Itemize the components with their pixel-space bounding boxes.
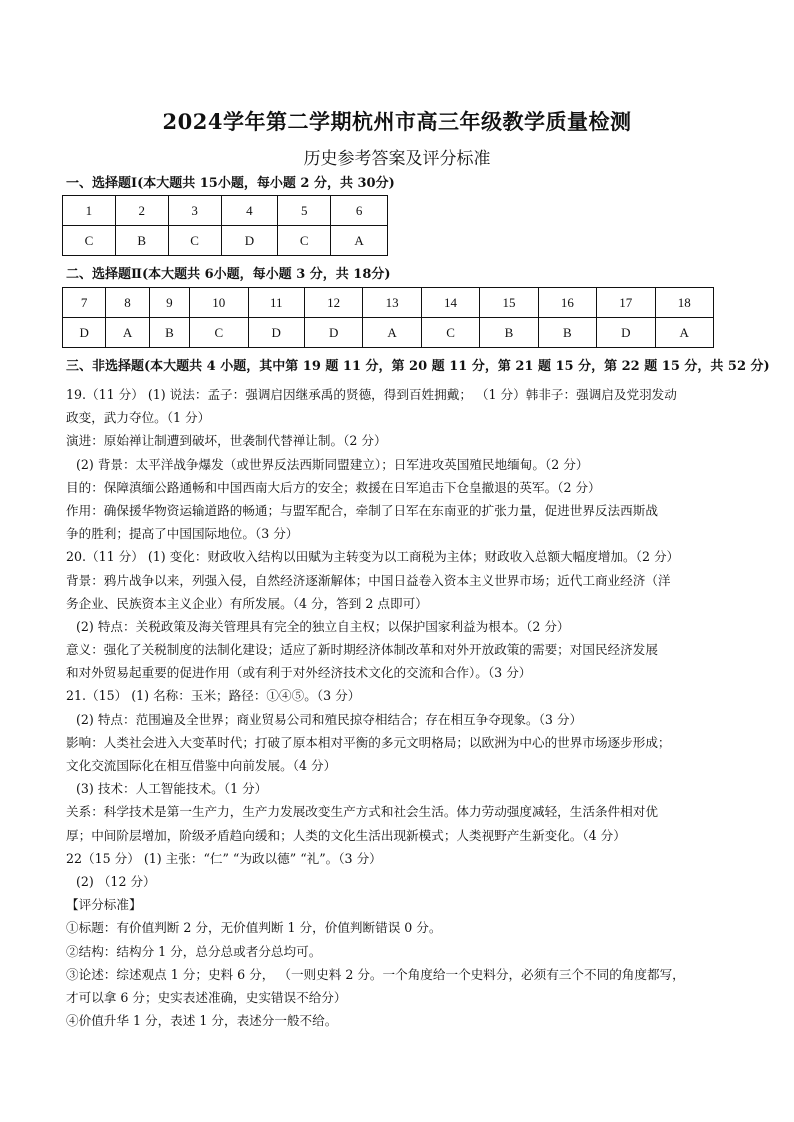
answer-cell: D xyxy=(221,226,278,256)
q20-line: (2) 特点：关税政策及海关管理具有完全的独立自主权；以保护国家利益为根本。（2 分） xyxy=(76,618,570,634)
question-number: 5 xyxy=(278,196,331,226)
question-number: 9 xyxy=(149,288,189,318)
scoring-criterion: 才可以拿 6 分；史实表述准确，史实错误不给分） xyxy=(66,989,347,1005)
answer-cell: B xyxy=(115,226,168,256)
scoring-criterion: ①标题：有价值判断 2 分，无价值判断 1 分，价值判断错误 0 分。 xyxy=(66,920,442,936)
q19-line: 政变，武力夺位。（1 分） xyxy=(66,410,211,426)
answer-cell: C xyxy=(63,226,116,256)
question-number: 17 xyxy=(597,288,655,318)
q21-line: (3) 技术：人工智能技术。（1 分） xyxy=(76,781,268,797)
question-number: 6 xyxy=(331,196,388,226)
q21-line: 关系：科学技术是第一生产力，生产力发展改变生产方式和社会生活。体力劳动强度减轻，生活条件相对优 xyxy=(66,804,658,820)
scoring-criterion: ②结构：结构分 1 分，总分总或者分总均可。 xyxy=(66,943,322,959)
answer-cell: A xyxy=(331,226,388,256)
table-row-answers xyxy=(63,226,388,256)
q21-line: 厚；中间阶层增加，阶级矛盾趋向缓和；人类的文化生活出现新模式；人类视野产生新变化。（4 分） xyxy=(66,827,626,843)
question-number: 11 xyxy=(248,288,304,318)
question-number: 13 xyxy=(363,288,421,318)
page-subtitle: 历史参考答案及评分标准 xyxy=(303,149,491,169)
answer-cell: C xyxy=(421,318,479,348)
q19-line: 作用：确保援华物资运输道路的畅通；与盟军配合，牵制了日军在东南亚的扩张力量，促进世界反法西斯战 xyxy=(66,502,658,518)
answer-cell: B xyxy=(538,318,596,348)
q20-line: 和对外贸易起重要的促进作用（或有利于对外经济技术文化的交流和合作）。（3 分） xyxy=(66,665,532,681)
answer-cell: B xyxy=(149,318,189,348)
q19-line: 目的：保障滇缅公路通畅和中国西南大后方的安全；救援在日军追击下仓皇撤退的英军。（2 分） xyxy=(66,479,601,495)
q20-line: 背景：鸦片战争以来，列强入侵，自然经济逐渐解体；中国日益卷入资本主义世界市场；近代工商业经济（洋 xyxy=(66,572,671,588)
section-1-heading: 一、选择题Ⅰ(本大题共 15小题，每小题 2 分，共 30分) xyxy=(66,176,395,191)
q20-line: 意义：强化了关税制度的法制化建设；适应了新时期经济体制改革和对外开放政策的需要；对国民经济发展 xyxy=(66,642,658,658)
scoring-criterion: ④价值升华 1 分，表述 1 分，表述分一般不给。 xyxy=(66,1013,338,1029)
q21-line: 21.（15） (1) 名称：玉米；路径：①④⑤。（3 分） xyxy=(66,688,361,704)
answer-cell: A xyxy=(106,318,149,348)
q21-line: 影响：人类社会进入大变革时代；打破了原本相对平衡的多元文明格局；以欧洲为中心的世界市场逐步形成； xyxy=(66,734,671,750)
q19-line: (2) 背景：太平洋战争爆发（或世界反法西斯同盟建立）；日军进攻英国殖民地缅甸。（2 分） xyxy=(76,456,589,472)
q20-line: 20.（11 分） (1) 变化：财政收入结构以田赋为主转变为以工商税为主体；财政收入总额大幅度增加。（2 分） xyxy=(66,549,680,565)
scoring-criteria-heading: 【评分标准】 xyxy=(66,897,142,913)
answer-cell: B xyxy=(480,318,538,348)
q21-line: (2) 特点：范围遍及全世界；商业贸易公司和殖民掠夺相结合；存在相互争夺现象。（3 分） xyxy=(76,711,583,727)
table-row-numbers xyxy=(63,196,388,226)
question-number: 12 xyxy=(304,288,362,318)
question-number: 7 xyxy=(63,288,106,318)
question-number: 15 xyxy=(480,288,538,318)
question-number: 16 xyxy=(538,288,596,318)
question-number: 10 xyxy=(190,288,248,318)
answer-body xyxy=(66,383,726,1032)
answer-cell: C xyxy=(168,226,221,256)
section-3-heading: 三、非选择题(本大题共 4 小题，其中第 19 题 11 分，第 20 题 11 分，第 21 题 15 分，第 22 题 15 分，共 52 分) xyxy=(66,359,770,374)
question-number: 4 xyxy=(221,196,278,226)
question-number: 14 xyxy=(421,288,479,318)
question-number: 18 xyxy=(655,288,714,318)
page-title: 2024学年第二学期杭州市高三年级教学质量检测 xyxy=(162,109,632,134)
answer-cell: C xyxy=(190,318,248,348)
table-row-answers xyxy=(63,318,714,348)
answer-cell: D xyxy=(304,318,362,348)
scoring-criterion: ③论述：综述观点 1 分；史料 6 分， （一则史料 2 分。一个角度给一个史料分，必须有三个不同的角度都写， xyxy=(66,966,685,982)
answer-table-1 xyxy=(62,195,388,256)
question-number: 2 xyxy=(115,196,168,226)
q21-line: 文化交流国际化在相互借鉴中向前发展。（4 分） xyxy=(66,758,337,773)
q19-line: 争的胜利；提高了中国国际地位。（3 分） xyxy=(66,526,299,542)
q22-line: (2) （12 分） xyxy=(76,873,156,889)
question-number: 1 xyxy=(63,196,116,226)
answer-table-2 xyxy=(62,287,714,348)
answer-cell: D xyxy=(597,318,655,348)
answer-cell: A xyxy=(363,318,421,348)
question-number: 3 xyxy=(168,196,221,226)
section-2-heading: 二、选择题Ⅱ(本大题共 6小题，每小题 3 分，共 18分) xyxy=(66,267,391,282)
q20-line: 务企业、民族资本主义企业）有所发展。（4 分，答到 2 点即可） xyxy=(66,595,428,611)
question-number: 8 xyxy=(106,288,149,318)
q19-line: 19.（11 分） (1) 说法：孟子：强调启因继承禹的贤德，得到百姓拥戴； （1 分）韩非子：强调启及党羽发动 xyxy=(66,387,677,402)
table-row-numbers xyxy=(63,288,714,318)
q19-line: 演进：原始禅让制遭到破坏，世袭制代替禅让制。（2 分） xyxy=(66,433,387,449)
answer-cell: D xyxy=(248,318,304,348)
answer-cell: D xyxy=(63,318,106,348)
answer-cell: C xyxy=(278,226,331,256)
q22-line: 22（15 分） (1) 主张：“仁” “为政以德” “礼”。（3 分） xyxy=(66,850,382,866)
answer-cell: A xyxy=(655,318,714,348)
